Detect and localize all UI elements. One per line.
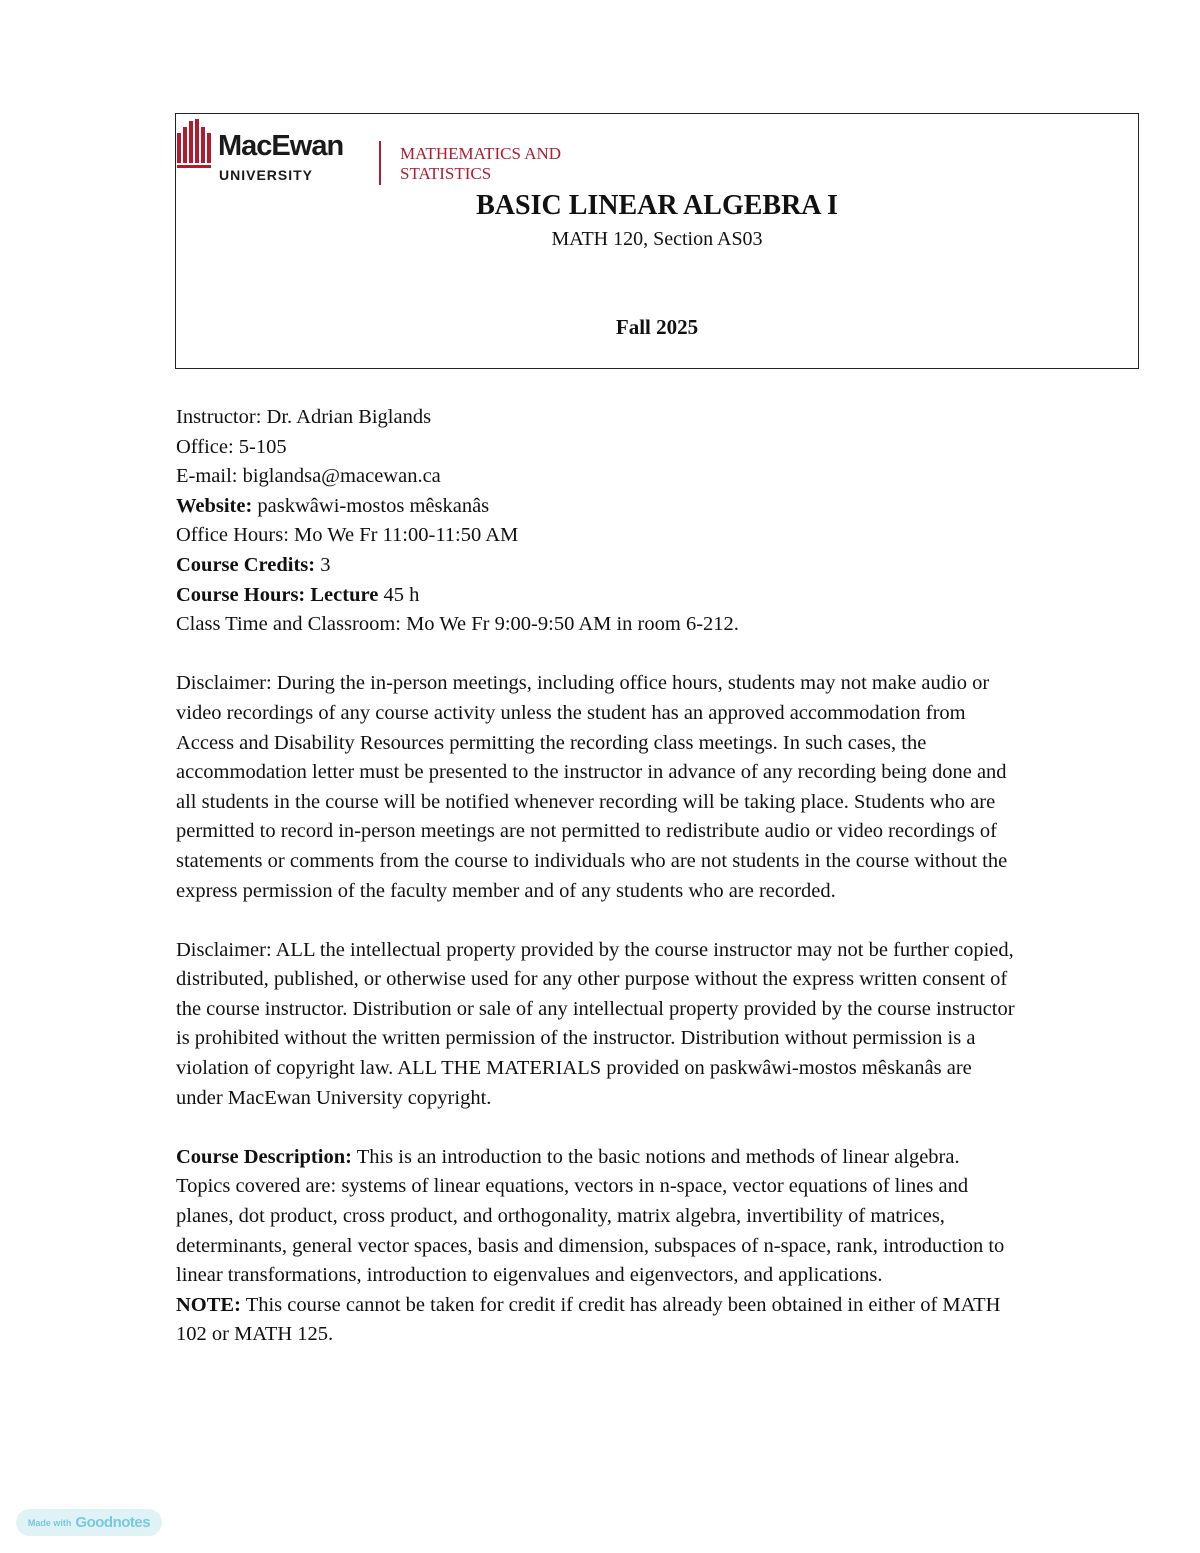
- class-time-line: Class Time and Classroom: Mo We Fr 9:00-9:50 AM in room 6-212.: [176, 613, 739, 636]
- logo-wordmark: MacEwan: [218, 130, 344, 162]
- goodnotes-badge: Made with Goodnotes: [16, 1509, 162, 1536]
- course-section: MATH 120, Section AS03: [551, 228, 763, 250]
- macewan-logo-mark-icon: [177, 119, 211, 169]
- course-description: Course Description: This is an introduction to the basic notions and methods of linear algebra. Topics covered are: systems of linear equations, vectors in n-space, vector equations of lines and planes, dot product, cross product, and orthogonality, matrix algebra, invertibility of matrices, determinants, general vector spaces, basis and dimension, subspaces of n-space, rank, introduction to linear transformations, introduction to eigenvalues and eigenvectors, and applications. NOTE: This course cannot be taken for credit if credit has already been obtained in either of MATH 102 or MATH 125.: [176, 1143, 1146, 1350]
- email-line: E-mail: biglandsa@macewan.ca: [176, 465, 441, 488]
- department-name: MATHEMATICS AND STATISTICS: [400, 144, 562, 183]
- recording-disclaimer: Disclaimer: During the in-person meetings, including office hours, students may not make audio or video recordings of any course activity unless the student has an approved accommodation from Access and Disability Resources permitting the recording class meetings. In such cases, the accommodation letter must be presented to the instructor in advance of any recording being done and all students in the course will be notified whenever recording will be taking place. Students who are permitted to record in-person meetings are not permitted to redistribute audio or video recordings of statements or comments from the course to individuals who are not students in the course without the express permission of the faculty member and of any students who are recorded.: [176, 672, 1008, 902]
- website-line: Website: paskwâwi-mostos mêskanâs: [176, 494, 490, 517]
- course-title: BASIC LINEAR ALGEBRA I: [476, 190, 838, 221]
- macewan-logo: [177, 117, 597, 187]
- credits-line: Course Credits: 3: [176, 553, 331, 576]
- note-line: NOTE: This course cannot be taken for credit if credit has already been obtained in either of MATH: [176, 1293, 1001, 1316]
- logo-divider: [379, 141, 381, 185]
- logo-university: UNIVERSITY: [219, 167, 314, 183]
- instructor-line: Instructor: Dr. Adrian Biglands: [176, 406, 432, 428]
- office-line: Office: 5-105: [176, 435, 287, 458]
- course-hours-line: Course Hours: Lecture 45 h: [176, 583, 420, 606]
- course-header-box: [175, 113, 1139, 369]
- copyright-disclaimer: Disclaimer: ALL the intellectual property provided by the course instructor may not be further copied, distributed, published, or otherwise used for any other purpose without the express written consent of the course instructor. Distribution or sale of any intellectual property provided by the course instructor is prohibited without the written permission of the instructor. Distribution without permission is a violation of copyright law. ALL THE MATERIALS provided on paskwâwi-mostos mêskanâs are under MacEwan University copyright.: [176, 938, 1015, 1109]
- office-hours-line: Office Hours: Mo We Fr 11:00-11:50 AM: [176, 524, 519, 547]
- course-term: Fall 2025: [615, 315, 699, 339]
- syllabus-body: [176, 403, 1146, 1350]
